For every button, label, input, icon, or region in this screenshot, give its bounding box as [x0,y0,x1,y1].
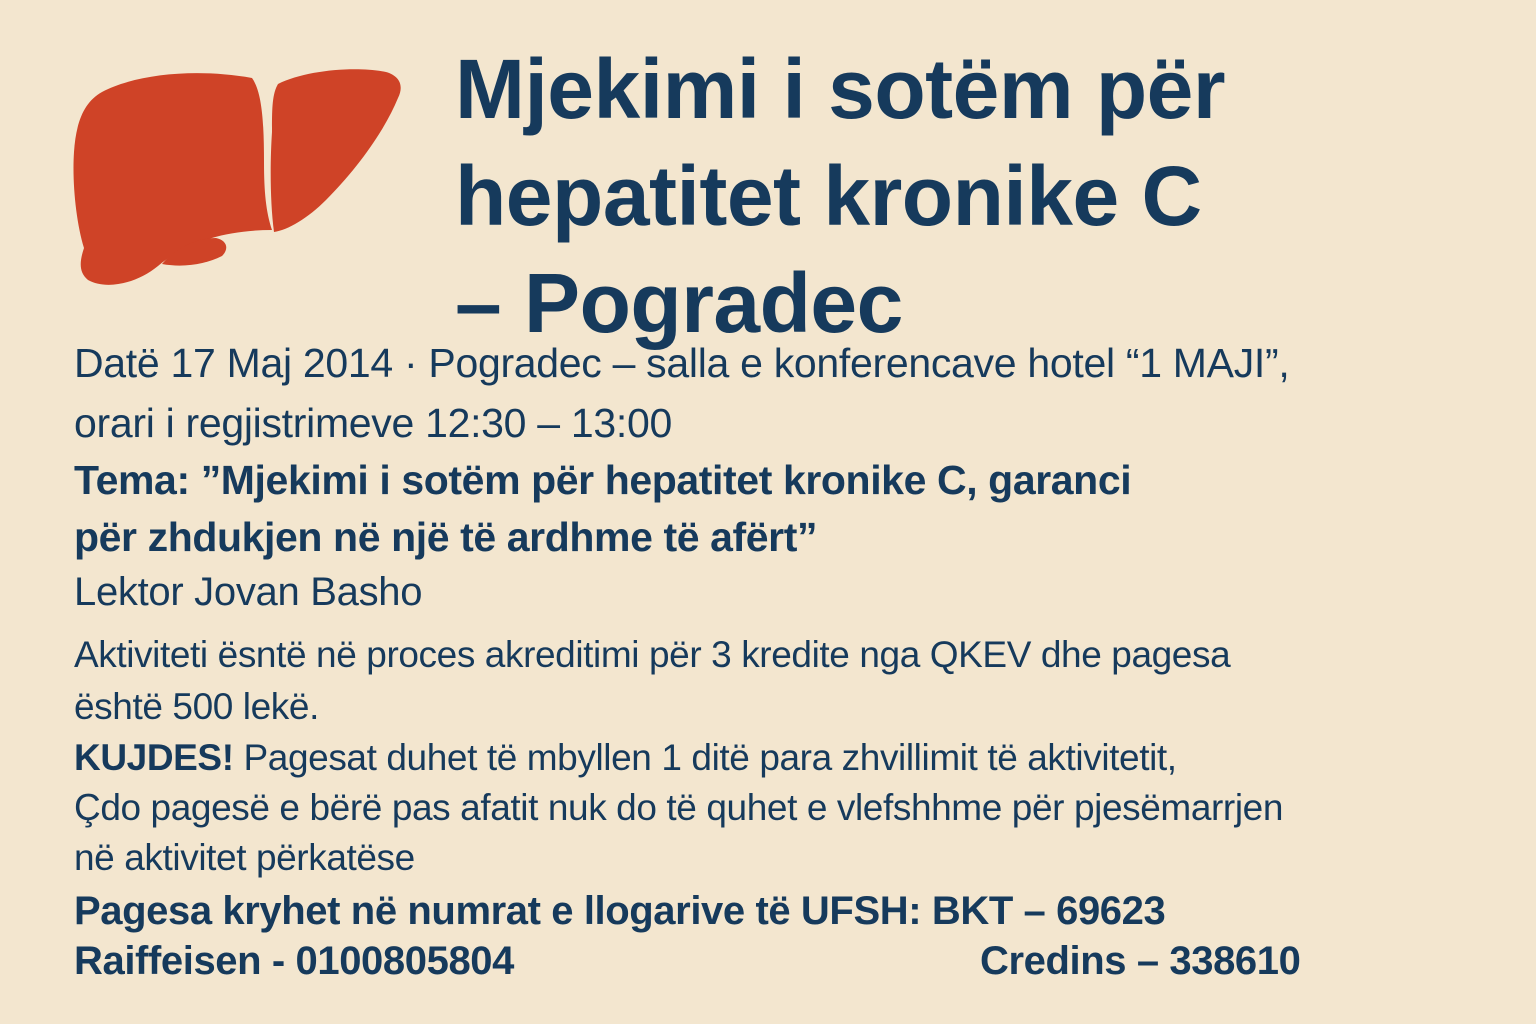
event-date-line-2: orari i regjistrimeve 12:30 – 13:00 [74,400,672,446]
payment-credins: Credins – 338610 [980,939,1301,983]
payment-intro: Pagesa kryhet në numrat e llogarive të UFSH: BKT – 69623 [74,889,1166,933]
accreditation-line-1: Aktiviteti ësntë në proces akreditimi për 3 kredite nga QKEV dhe pagesa [74,634,1231,675]
event-date-line-1: Datë 17 Maj 2014 · Pogradec – salla e konferencave hotel “1 MAJI”, [74,340,1290,386]
warning-line-3: në aktivitet përkatëse [74,837,415,878]
warning-line-1-text: Pagesat duhet të mbyllen 1 ditë para zhvillimit të aktivitetit, [233,737,1177,778]
topic-line-1: Tema: ”Mjekimi i sotëm për hepatitet kronike C, garanci [74,457,1132,503]
warning-line-1 [74,737,1177,779]
payment-raiffeisen: Raiffeisen - 0100805804 [74,939,514,983]
topic-line-2: për zhdukjen në një të ardhme të afërt” [74,514,818,560]
page-title [455,36,1495,357]
accreditation-line-2: është 500 lekë. [74,686,319,727]
title-line-3: – Pogradec [455,256,903,350]
liver-icon [66,62,406,298]
warning-label: KUJDES! [74,737,234,778]
lecturer: Lektor Jovan Basho [74,570,423,614]
title-line-1: Mjekimi i sotëm për [455,42,1226,136]
warning-line-2: Çdo pagesë e bërë pas afatit nuk do të quhet e vlefshhme për pjesëmarrjen [74,787,1284,828]
title-line-2: hepatitet kronike C [455,149,1202,243]
